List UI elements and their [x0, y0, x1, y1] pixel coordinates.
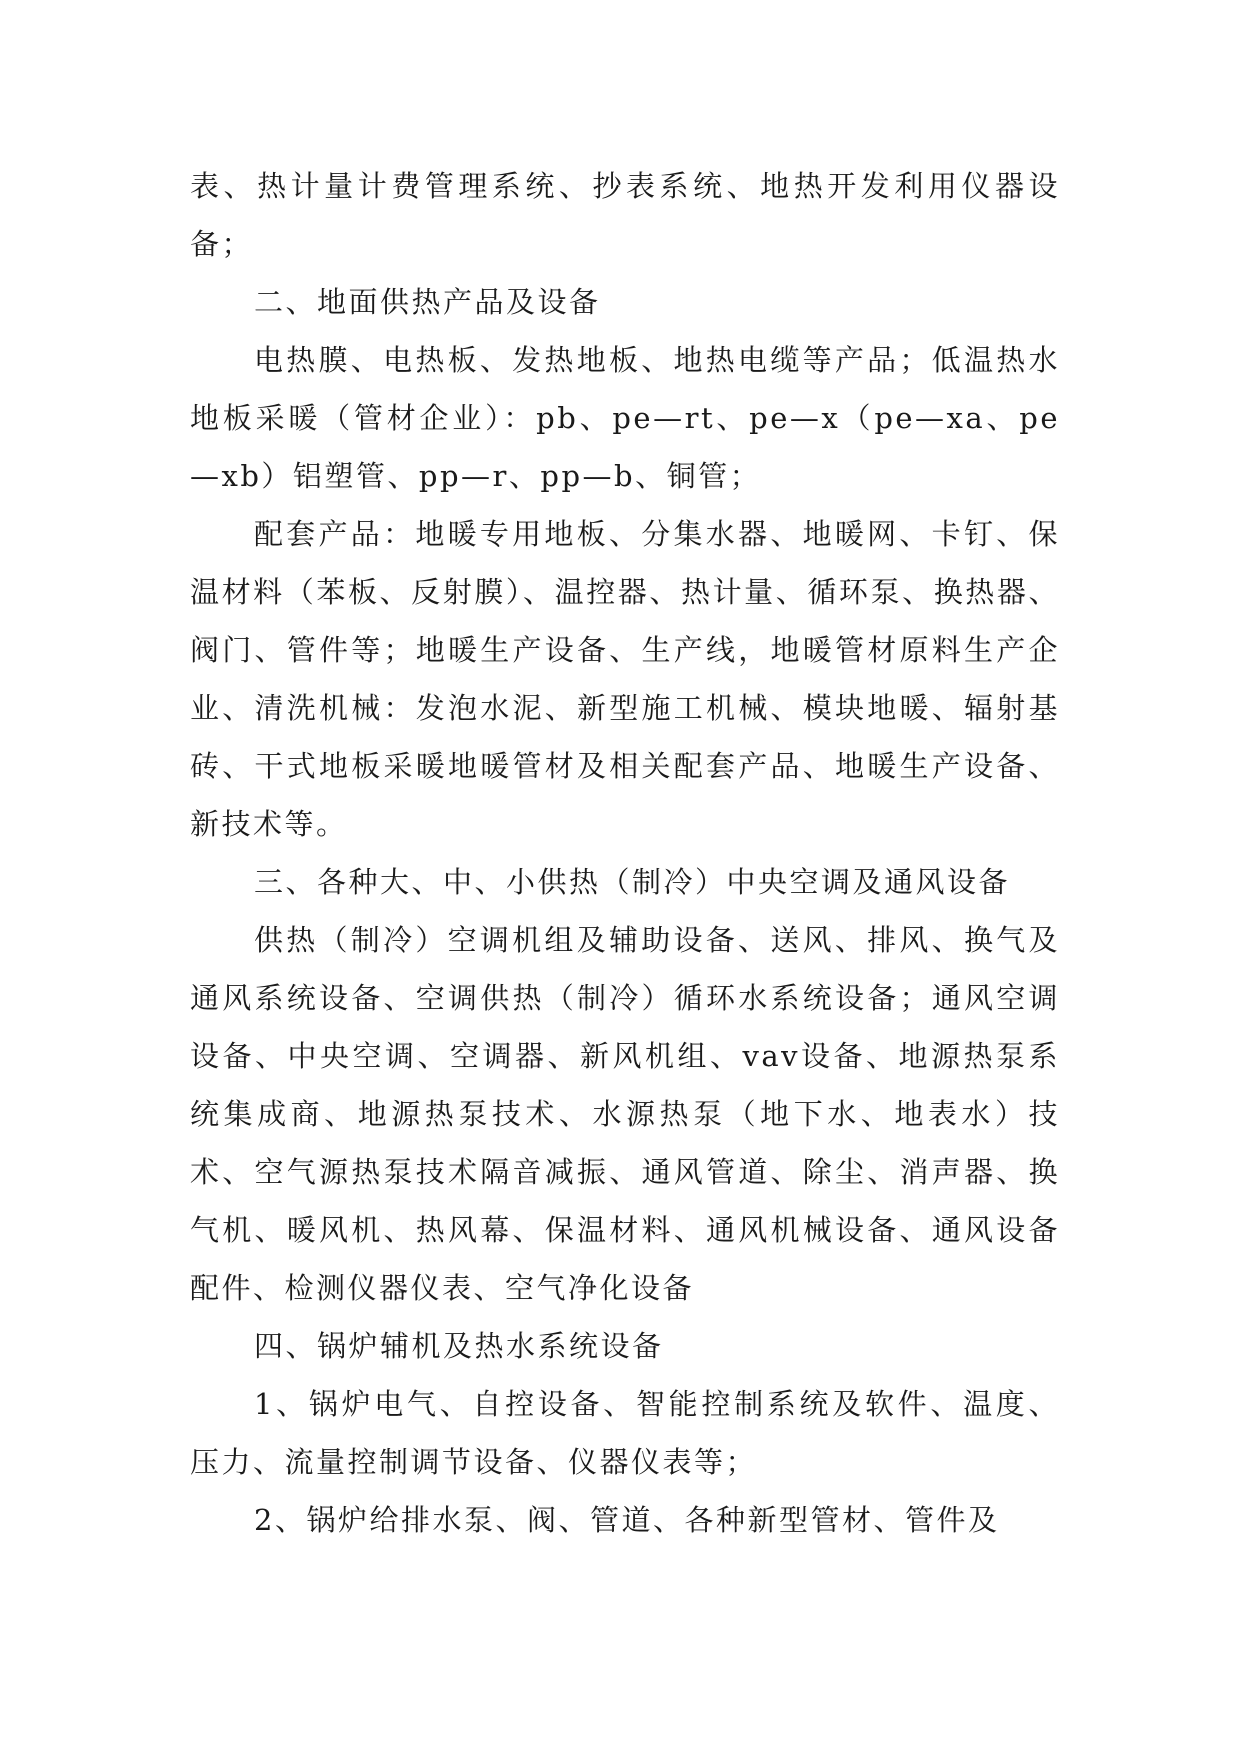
- section-heading-4: 四、锅炉辅机及热水系统设备: [254, 1329, 664, 1363]
- paragraph-supporting-products: 配套产品：地暖专用地板、分集水器、地暖网、卡钉、保温材料（苯板、反射膜）、温控器、热计量、循环泵、换热器、阀门、管件等；地暖生产设备、生产线，地暖管材原料生产企业、清洗机械：发泡水泥、新型施工机械、模块地暖、辐射基砖、干式地板采暖地暖管材及相关配套产品、地暖生产设备、新技术等。: [190, 517, 1060, 841]
- section-heading-3: 三、各种大、中、小供热（制冷）中央空调及通风设备: [254, 865, 1011, 899]
- list-item-1: 1、锅炉电气、自控设备、智能控制系统及软件、温度、压力、流量控制调节设备、仪器仪表等；: [190, 1387, 1060, 1479]
- list-item-2: 2、锅炉给排水泵、阀、管道、各种新型管材、管件及: [254, 1503, 1000, 1537]
- document-body: [190, 157, 1060, 1549]
- section-heading-2: 二、地面供热产品及设备: [254, 285, 601, 319]
- paragraph-floor-heating-products: 电热膜、电热板、发热地板、地热电缆等产品；低温热水地板采暖（管材企业）：pb、pe—rt、pe—x（pe—xa、pe—xb）铝塑管、pp—r、pp—b、铜管；: [190, 343, 1060, 493]
- paragraph-hvac-equipment: 供热（制冷）空调机组及辅助设备、送风、排风、换气及通风系统设备、空调供热（制冷）循环水系统设备；通风空调设备、中央空调、空调器、新风机组、vav设备、地源热泵系统集成商、地源热泵技术、水源热泵（地下水、地表水）技术、空气源热泵技术隔音减振、通风管道、除尘、消声器、换气机、暖风机、热风幕、保温材料、通风机械设备、通风设备配件、检测仪器仪表、空气净化设备: [190, 923, 1060, 1305]
- paragraph-continuation: 表、热计量计费管理系统、抄表系统、地热开发利用仪器设备；: [190, 169, 1060, 261]
